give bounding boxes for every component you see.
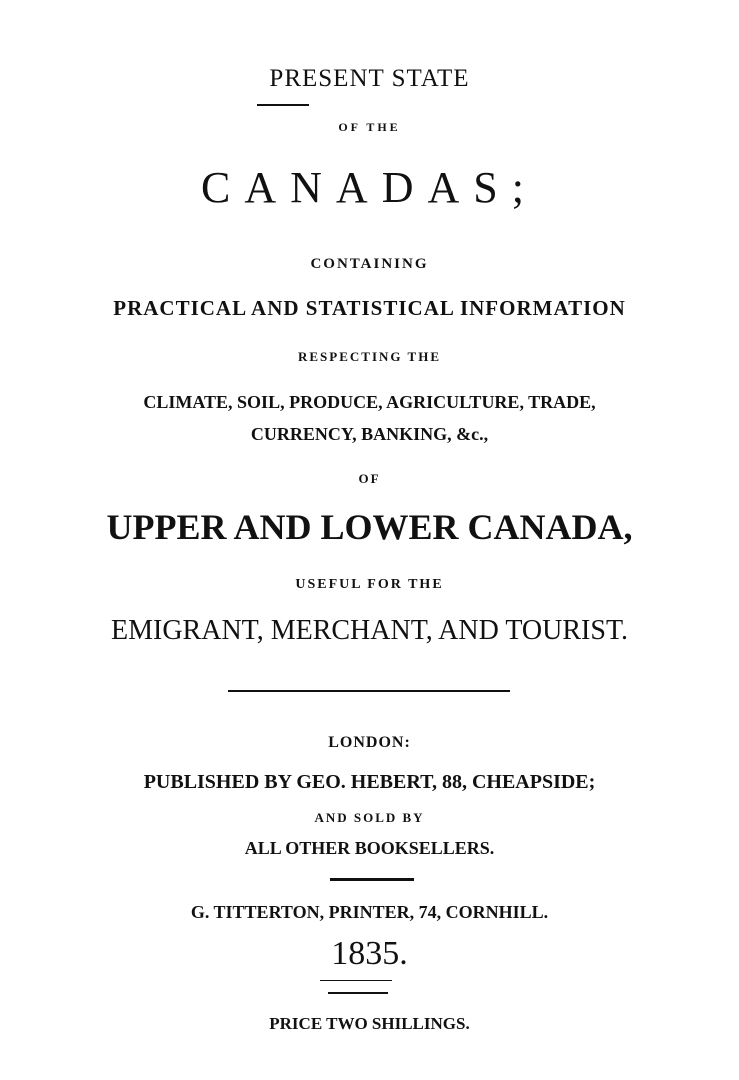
ornamental-rule-top — [257, 104, 309, 106]
imprint-city: LONDON: — [328, 734, 411, 751]
subtitle-respecting: RESPECTING THE — [298, 349, 441, 364]
subtitle-useful-for: USEFUL FOR THE — [295, 577, 444, 592]
imprint-price: PRICE TWO SHILLINGS. — [269, 1014, 470, 1033]
divider-rule-short — [330, 878, 414, 881]
imprint-year: 1835. — [331, 935, 408, 972]
subtitle-topics-line2: CURRENCY, BANKING, &c., — [250, 424, 489, 444]
subtitle-upper-lower-canada: UPPER AND LOWER CANADA, — [106, 507, 633, 547]
subtitle-containing: CONTAINING — [310, 256, 429, 272]
imprint-printer: G. TITTERTON, PRINTER, 74, CORNHILL. — [190, 902, 549, 922]
imprint-publisher: PUBLISHED BY GEO. HEBERT, 88, CHEAPSIDE; — [143, 771, 596, 793]
subtitle-practical-information: PRACTICAL AND STATISTICAL INFORMATION — [113, 296, 626, 320]
subtitle-of: OF — [358, 471, 381, 486]
title-of-the: OF THE — [338, 120, 401, 134]
divider-rule-main — [228, 690, 510, 692]
title-present-state: PRESENT STATE — [269, 65, 470, 92]
ornamental-rule-year — [320, 980, 392, 981]
imprint-and-sold-by: AND SOLD BY — [314, 810, 425, 825]
title-canadas: CANADAS; — [201, 163, 538, 212]
subtitle-audience: EMIGRANT, MERCHANT, AND TOURIST. — [111, 615, 628, 646]
subtitle-topics-line1: CLIMATE, SOIL, PRODUCE, AGRICULTURE, TRADE, — [143, 392, 596, 412]
divider-rule-bottom — [328, 992, 388, 994]
imprint-booksellers: ALL OTHER BOOKSELLERS. — [244, 838, 495, 858]
